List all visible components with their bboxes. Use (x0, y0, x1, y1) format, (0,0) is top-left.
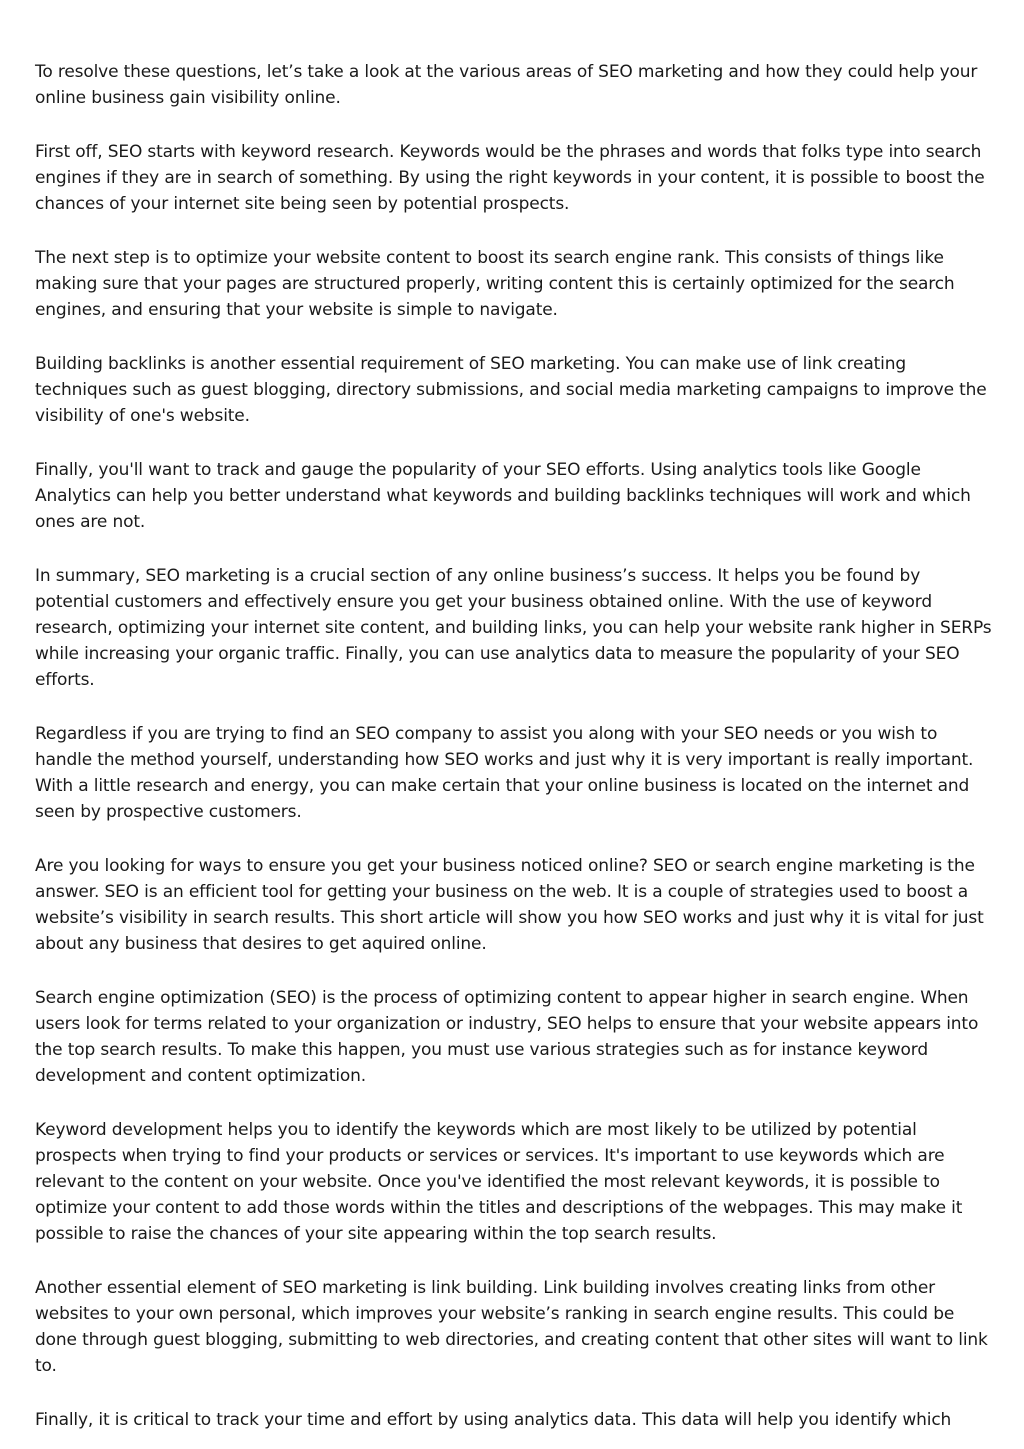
paragraph-3: The next step is to optimize your website content to boost its search engine rank. This consists of things like making sure that your pages are structured properly, writing content this is certainly optimized for the search engines, and ensuring that your website is simple to navigate. (35, 248, 955, 320)
paragraph-11: Another essential element of SEO marketing is link building. Link building involves creating links from other websites to your own personal, which improves your website’s ranking in search engine results. This could be done through guest blogging, submitting to web directories, and creating content that other sites will want to link to. (35, 1278, 988, 1376)
paragraph-12: Finally, it is critical to track your time and effort by using analytics data. This data will help you identify which (35, 1410, 952, 1430)
paragraph-6: In summary, SEO marketing is a crucial section of any online business’s success. It helps you be found by potential customers and effectively ensure you get your business obtained online. With the use of keyword research, optimizing your internet site content, and building links, you can help your website rank higher in SERPs while increasing your organic traffic. Finally, you can use analytics data to measure the popularity of your SEO efforts. (35, 566, 992, 690)
document-body (35, 59, 995, 1449)
paragraph-2: First off, SEO starts with keyword research. Keywords would be the phrases and words that folks type into search engines if they are in search of something. By using the right keywords in your content, it is possible to boost the chances of your internet site being seen by potential prospects. (35, 142, 985, 214)
paragraph-8: Are you looking for ways to ensure you get your business noticed online? SEO or search engine marketing is the answer. SEO is an efficient tool for getting your business on the web. It is a couple of strategies used to boost a website’s visibility in search results. This short article will show you how SEO works and just why it is vital for just about any business that desires to get aquired online. (35, 856, 984, 954)
paragraph-9: Search engine optimization (SEO) is the process of optimizing content to appear higher in search engine. When users look for terms related to your organization or industry, SEO helps to ensure that your website appears into the top search results. To make this happen, you must use various strategies such as for instance keyword development and content optimization. (35, 988, 979, 1086)
paragraph-1: To resolve these questions, let’s take a look at the various areas of SEO marketing and how they could help your online business gain visibility online. (35, 62, 978, 108)
paragraph-7: Regardless if you are trying to find an SEO company to assist you along with your SEO needs or you wish to handle the method yourself, understanding how SEO works and just why it is very important is really important. With a little research and energy, you can make certain that your online business is located on the internet and seen by prospective customers. (35, 724, 974, 822)
paragraph-5: Finally, you'll want to track and gauge the popularity of your SEO efforts. Using analytics tools like Google Analytics can help you better understand what keywords and building backlinks techniques will work and which ones are not. (35, 460, 971, 532)
paragraph-4: Building backlinks is another essential requirement of SEO marketing. You can make use of link creating techniques such as guest blogging, directory submissions, and social media marketing campaigns to improve the visibility of one's website. (35, 354, 987, 426)
paragraph-10: Keyword development helps you to identify the keywords which are most likely to be utilized by potential prospects when trying to find your products or services or services. It's important to use keywords which are relevant to the content on your website. Once you've identified the most relevant keywords, it is possible to optimize your content to add those words within the titles and descriptions of the webpages. This may make it possible to raise the chances of your site appearing within the top search results. (35, 1120, 963, 1244)
